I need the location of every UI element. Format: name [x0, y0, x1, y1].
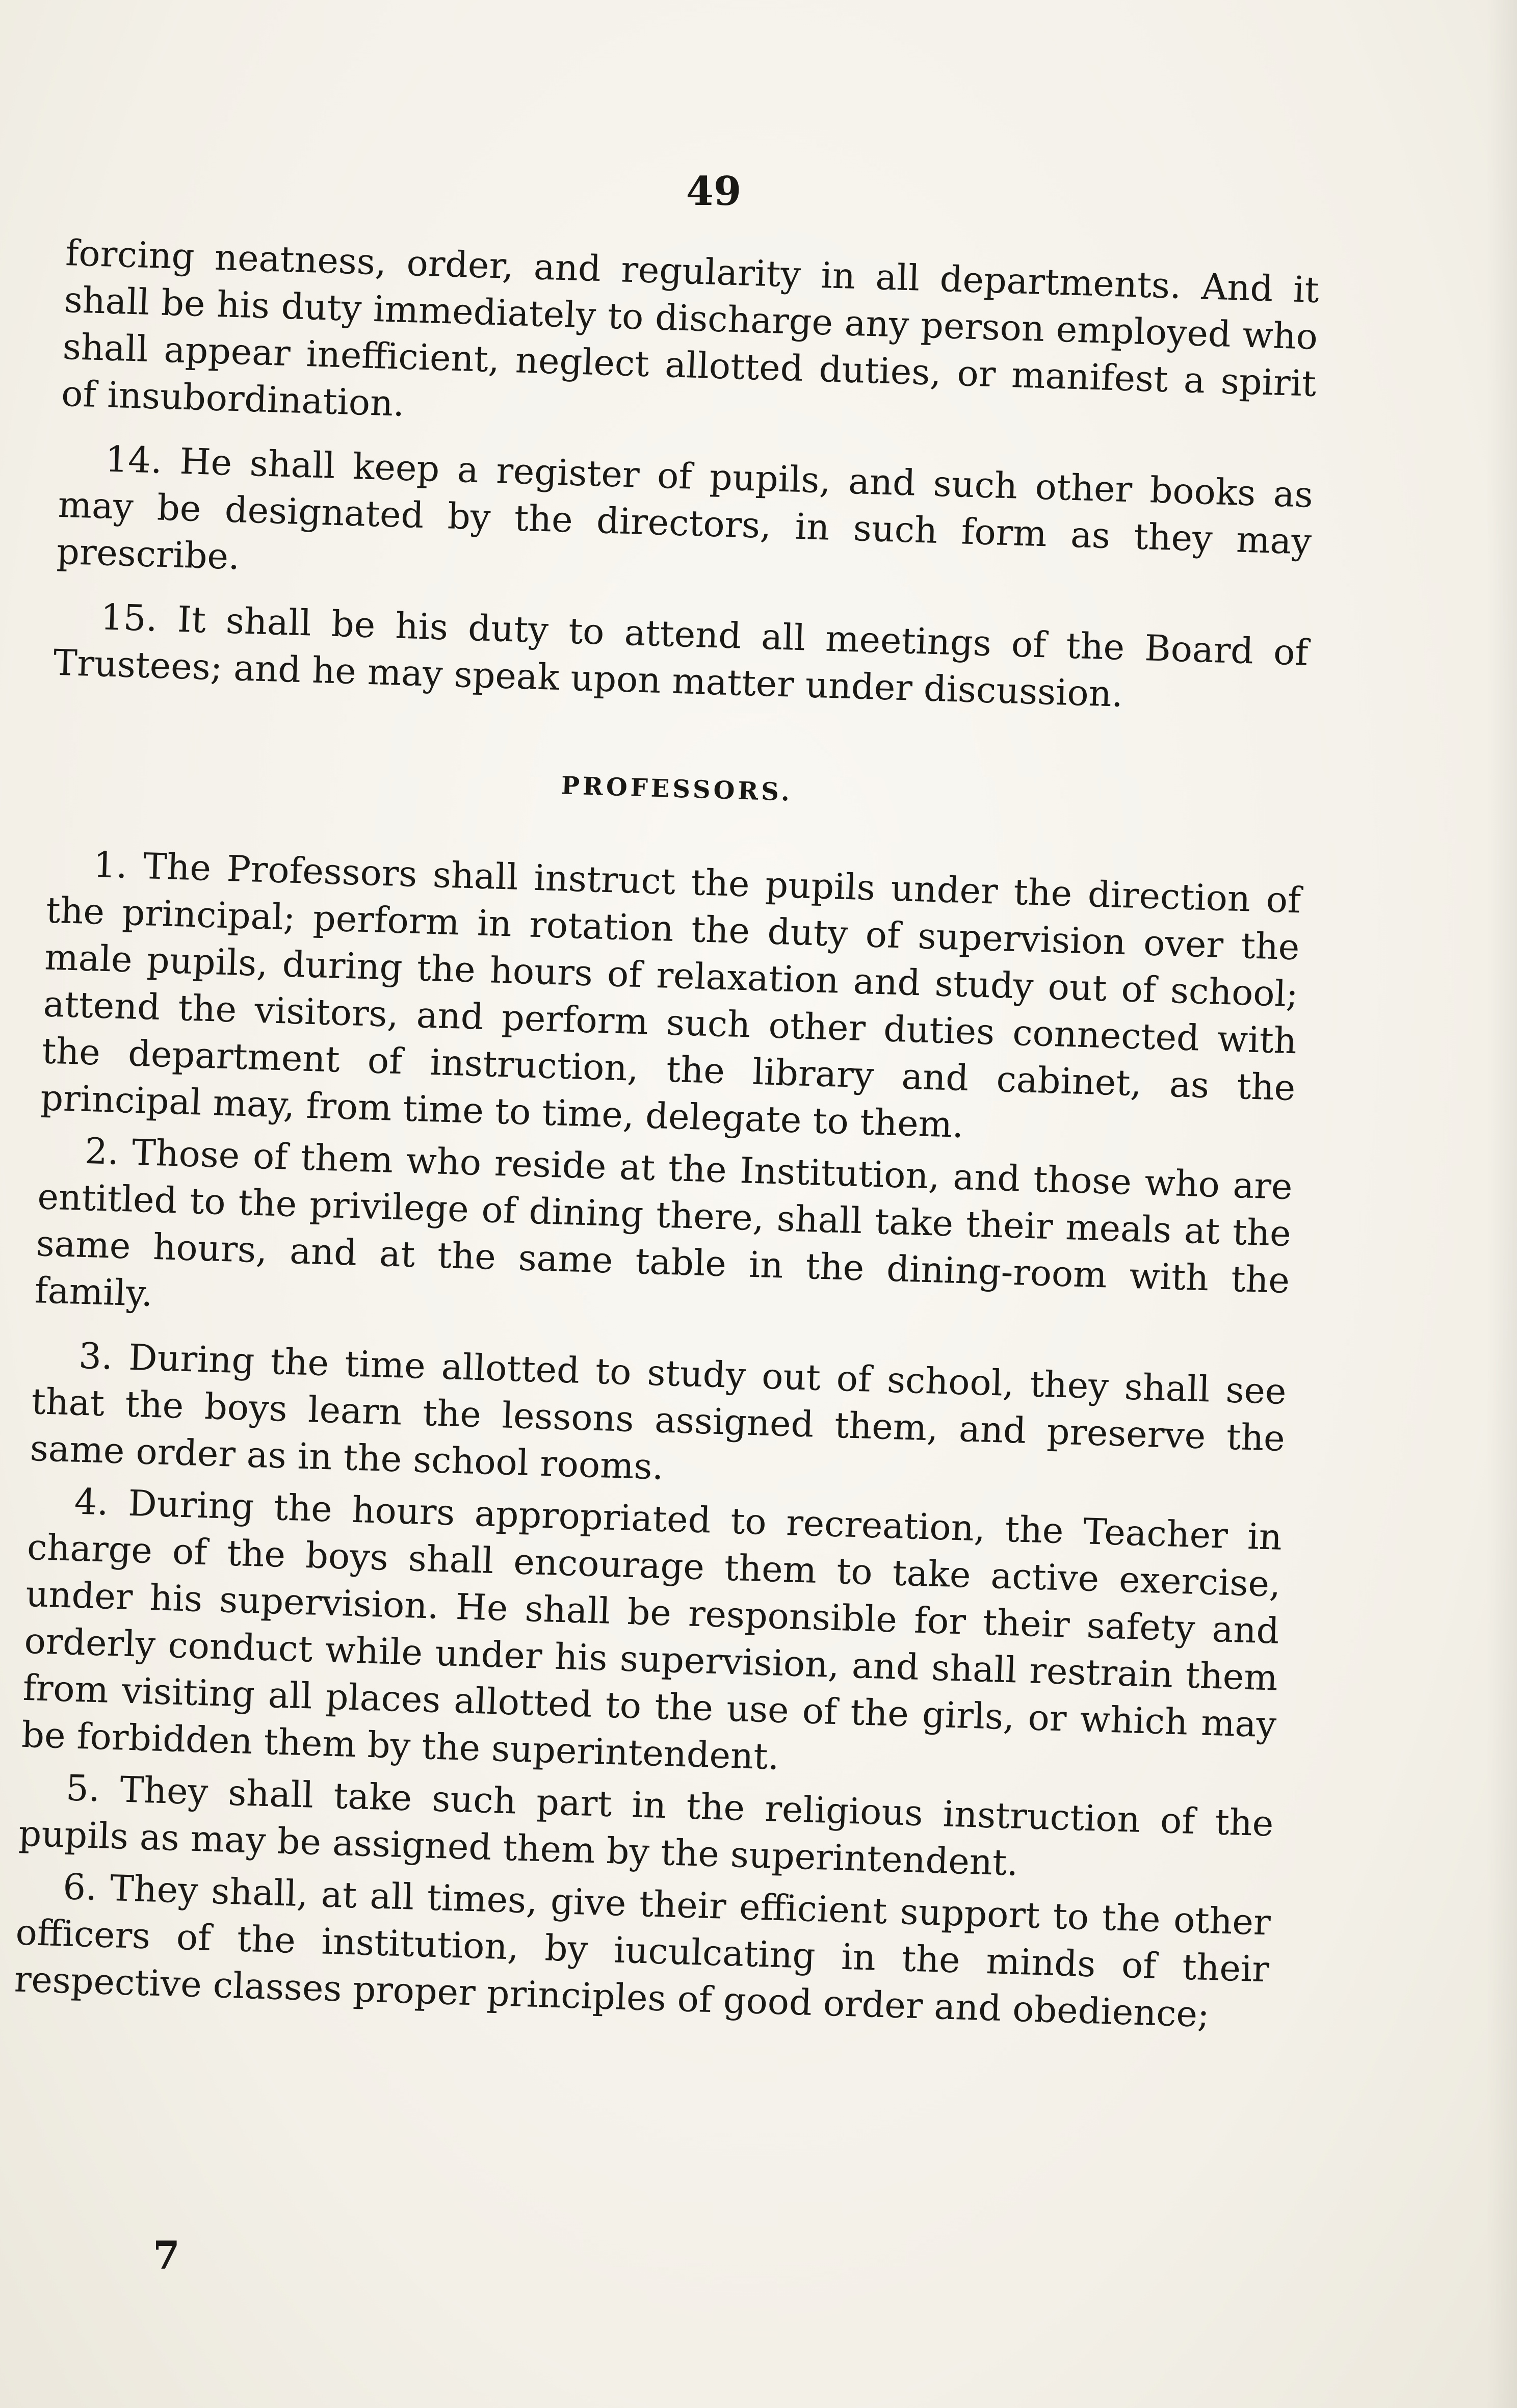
signature-mark: 7 [153, 2233, 180, 2278]
page-edge-shadow [1486, 0, 1517, 2408]
professors-rule-3: 3. During the time allotted to study out of school, they shall see that the boys learn the lessons assigned them, and preserve the same order as in the school rooms. [29, 1334, 1287, 1488]
professors-rule-4: 4. During the hours appropriated to recreation, the Teacher in charge of the boys shall encourage them to take active exercise, under his supervision. He shall be responsible for their safety and orderly conduct while under his supervision, and shall restrain them from visiting all places allotted to the use of the girls, or which may be forbidden them by the superintendent. [21, 1480, 1283, 1778]
page-body [14, 229, 1320, 2039]
rule-14-paragraph: 14. He shall keep a register of pupils, and such other books as may be designated by the directors, in such form as they may prescribe. [56, 438, 1314, 578]
rule-15-paragraph: 15. It shall be his duty to attend all meetings of the Board of Trustees; and he may speak upon matter under discussion. [53, 596, 1309, 715]
professors-rule-6: 6. They shall, at all times, give their efficient support to the other officers of the institution, by iuculcating in the minds of their respective classes proper principles of good order and obedience; [13, 1866, 1271, 2036]
professors-rule-1: 1. The Professors shall instruct the pupils under the direction of the principal; perform in rotation the duty of supervision over the male pupils, during the hours of relaxation and study out of school; attend the visitors, and perform such other duties connected with the department of instruction, the library and cabinet, as the principal may, from time to time, delegate to them. [40, 844, 1302, 1146]
section-heading-professors: PROFESSORS. [561, 771, 793, 807]
professors-rule-2: 2. Those of them who reside at the Institution, and those who are entitled to the privilege of dining there, shall take their meals at the same hours, and at the same table in the dining-room with the family. [34, 1130, 1293, 1315]
continued-paragraph: forcing neatness, order, and regularity in all departments. And it shall be his duty immediately to discharge any person employed who shall appear inefficient, neglect allotted duties, or manifest a spirit of insubordination. [61, 231, 1320, 425]
page-number: 49 [686, 168, 742, 215]
professors-rule-5: 5. They shall take such part in the religious instruction of the pupils as may be assigned them by the superintendent. [18, 1767, 1274, 1884]
